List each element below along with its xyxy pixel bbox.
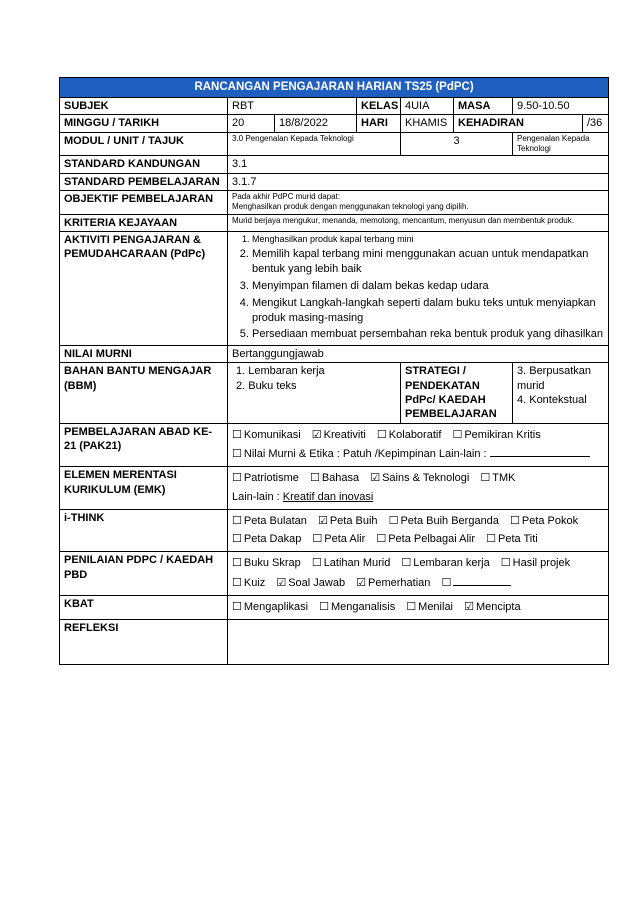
aktiviti-item: 3. Menyimpan filamen di dalam bekas kedap udara <box>252 279 604 294</box>
aktiviti-item: 1. Menghasilkan produk kapal terbang mini <box>252 233 604 245</box>
tajuk-value: Pengenalan Kepada Teknologi <box>513 132 609 156</box>
nilai-value: Bertanggungjawab <box>228 346 609 363</box>
pak21-option-kreativiti[interactable]: ☑ Kreativiti <box>311 427 366 441</box>
ithink-option[interactable]: ☐ Peta Alir <box>312 532 366 546</box>
checkbox-icon: ☐ <box>232 532 242 546</box>
pbd-option-other[interactable] <box>441 575 511 590</box>
strategi-label: STRATEGI / PENDEKATAN PdPc/ KAEDAH PEMBELAJARAN <box>401 363 513 423</box>
objektif-value <box>228 190 609 214</box>
tarikh-value: 18/8/2022 <box>275 115 357 132</box>
checkbox-icon: ☐ <box>486 532 496 546</box>
pbd-option[interactable]: ☑ Pemerhatian <box>356 575 431 589</box>
ithink-row <box>60 509 609 552</box>
emk-option-sains[interactable]: ☑ Sains & Teknologi <box>370 471 470 485</box>
objektif-line2: Menghasilkan produk dengan menggunakan teknologi yang dipilih. <box>232 202 469 212</box>
ithink-label: i-THINK <box>60 509 228 552</box>
kehadiran-value: /36 <box>583 115 609 132</box>
masa-value: 9.50-10.50 <box>513 97 609 114</box>
checkbox-icon: ☐ <box>401 556 412 570</box>
subjek-label: SUBJEK <box>60 97 228 114</box>
page-title: RANCANGAN PENGAJARAN HARIAN TS25 (PdPC) <box>60 78 609 98</box>
kbat-option-menganalisis[interactable]: ☐ Menganalisis <box>319 600 396 614</box>
checkbox-icon: ☐ <box>452 427 463 441</box>
pbd-value <box>228 552 609 596</box>
checkbox-checked-icon: ☑ <box>311 427 322 441</box>
strategi-value <box>513 363 609 423</box>
ithink-value <box>228 509 609 552</box>
bbm-value <box>228 363 401 423</box>
pak21-blank-line[interactable] <box>490 446 590 457</box>
aktiviti-label: AKTIVITI PENGAJARAN & PEMUDAHCARAAN (PdPc) <box>60 231 228 345</box>
ithink-option[interactable]: ☐ Peta Titi <box>486 532 538 546</box>
strategi-item: 3. Berpusatkan murid <box>517 365 591 392</box>
checkbox-icon: ☐ <box>311 556 322 570</box>
checkbox-icon: ☐ <box>232 575 242 589</box>
checkbox-icon: ☐ <box>509 513 520 527</box>
subjek-value: RBT <box>228 97 357 114</box>
minggu-value: 20 <box>228 115 275 132</box>
aktiviti-item: 4. Mengikut Langkah-langkah seperti dalam buku teks untuk menyiapkan produk masing-masing <box>252 296 604 326</box>
pbd-option[interactable]: ☐ Lembaran kerja <box>401 556 490 570</box>
checkbox-icon: ☐ <box>309 471 320 485</box>
bbm-item: 1. Lembaran kerja <box>236 365 325 378</box>
ithink-option[interactable]: ☐ Peta Buih Berganda <box>388 513 499 527</box>
kriteria-value: Murid berjaya mengukur, menanda, memotong, mencantum, menyusun dan membentuk produk. <box>228 214 609 231</box>
pak21-nilai-line[interactable]: ☐ Nilai Murni & Etika : Patuh /Kepimpinan Lain-lain : <box>232 446 604 461</box>
ithink-option[interactable]: ☑ Peta Buih <box>317 513 378 527</box>
sk-value: 3.1 <box>228 156 609 173</box>
pak21-option-komunikasi[interactable]: ☐ Komunikasi <box>232 427 301 441</box>
checkbox-icon: ☐ <box>441 575 452 589</box>
kbat-label: KBAT <box>60 596 228 620</box>
unit-value: 3 <box>401 132 513 156</box>
kelas-value: 4UIA <box>401 97 454 114</box>
kbat-option-mencipta[interactable]: ☑ Mencipta <box>464 600 521 614</box>
modul-label: MODUL / UNIT / TAJUK <box>60 132 228 156</box>
objektif-label: OBJEKTIF PEMBELAJARAN <box>60 190 228 214</box>
aktiviti-value <box>228 231 609 345</box>
refleksi-value[interactable] <box>228 620 609 665</box>
pbd-blank-line[interactable] <box>453 575 511 586</box>
checkbox-icon: ☐ <box>388 513 399 527</box>
objektif-line1: Pada akhir PdPC murid dapat: <box>232 191 341 201</box>
checkbox-icon: ☐ <box>232 556 242 570</box>
minggu-row <box>60 115 609 132</box>
modul-value: 3.0 Pengenalan Kepada Teknologi <box>228 132 401 156</box>
emk-option-bahasa[interactable]: ☐ Bahasa <box>309 471 360 485</box>
refleksi-label: REFLEKSI <box>60 620 228 665</box>
checkbox-icon: ☐ <box>480 471 491 485</box>
ithink-option[interactable]: ☐ Peta Pokok <box>509 513 579 527</box>
pbd-row <box>60 552 609 596</box>
pbd-option[interactable]: ☑ Soal Jawab <box>276 575 346 589</box>
pak21-label: PEMBELAJARAN ABAD KE-21 (PAK21) <box>60 423 228 467</box>
emk-lain-line: Lain-lain : Kreatif dan inovasi <box>232 490 374 503</box>
minggu-label: MINGGU / TARIKH <box>60 115 228 132</box>
checkbox-icon: ☐ <box>232 471 242 485</box>
bbm-item: 2. Buku teks <box>236 379 297 392</box>
pbd-option[interactable]: ☐ Latihan Murid <box>311 556 391 570</box>
ithink-option[interactable]: ☐ Peta Pelbagai Alir <box>376 532 476 546</box>
checkbox-icon: ☐ <box>232 446 242 460</box>
strategi-item: 4. Kontekstual <box>517 394 587 407</box>
kbat-option-menilai[interactable]: ☐ Menilai <box>406 600 454 614</box>
checkbox-checked-icon: ☑ <box>464 600 474 614</box>
aktiviti-item: 5. Persediaan membuat persembahan reka bentuk produk yang dihasilkan <box>252 327 604 342</box>
sk-label: STANDARD KANDUNGAN <box>60 156 228 173</box>
checkbox-checked-icon: ☑ <box>317 513 328 527</box>
sp-label: STANDARD PEMBELAJARAN <box>60 173 228 190</box>
bbm-label: BAHAN BANTU MENGAJAR (BBM) <box>60 363 228 423</box>
masa-label: MASA <box>454 97 513 114</box>
sp-value: 3.1.7 <box>228 173 609 190</box>
checkbox-icon: ☐ <box>312 532 323 546</box>
pbd-option[interactable]: ☐ Kuiz <box>232 575 266 589</box>
checkbox-checked-icon: ☑ <box>356 575 367 589</box>
ithink-option[interactable]: ☐ Peta Dakap <box>232 532 302 546</box>
subjek-row <box>60 97 609 114</box>
checkbox-icon: ☐ <box>232 513 242 527</box>
pak21-option-kolaboratif[interactable]: ☐ Kolaboratif <box>376 427 442 441</box>
kehadiran-label: KEHADIRAN <box>454 115 583 132</box>
aktiviti-list <box>232 233 604 342</box>
hari-value: KHAMIS <box>401 115 454 132</box>
pak21-option-pemikiran-kritis[interactable]: ☐ Pemikiran Kritis <box>452 427 541 441</box>
checkbox-checked-icon: ☑ <box>276 575 287 589</box>
nilai-label: NILAI MURNI <box>60 346 228 363</box>
pbd-option[interactable]: ☐ Hasil projek <box>500 556 571 570</box>
kriteria-label: KRITERIA KEJAYAAN <box>60 214 228 231</box>
checkbox-icon: ☐ <box>232 427 242 441</box>
checkbox-icon: ☐ <box>376 532 387 546</box>
checkbox-checked-icon: ☑ <box>370 471 381 485</box>
pbd-option[interactable]: ☐ Buku Skrap <box>232 556 301 570</box>
refleksi-row <box>60 620 609 665</box>
checkbox-icon: ☐ <box>232 600 242 614</box>
kbat-value <box>228 596 609 620</box>
modul-row <box>60 132 609 156</box>
emk-option-tmk[interactable]: ☐ TMK <box>480 471 516 485</box>
ithink-option[interactable]: ☐ Peta Bulatan <box>232 513 307 527</box>
kelas-label: KELAS <box>357 97 401 114</box>
checkbox-icon: ☐ <box>406 600 417 614</box>
emk-label: ELEMEN MERENTASI KURIKULUM (EMK) <box>60 467 228 510</box>
bbm-row <box>60 363 609 423</box>
emk-option-patriotisme[interactable]: ☐ Patriotisme <box>232 471 299 485</box>
hari-label: HARI <box>357 115 401 132</box>
kbat-row <box>60 596 609 620</box>
emk-row <box>60 467 609 510</box>
pak21-row <box>60 423 609 467</box>
kbat-option-mengaplikasi[interactable]: ☐ Mengaplikasi <box>232 600 309 614</box>
checkbox-icon: ☐ <box>500 556 511 570</box>
aktiviti-item: 2. Memilih kapal terbang mini menggunakan acuan untuk mendapatkan bentuk yang lebih baik <box>252 247 604 277</box>
checkbox-icon: ☐ <box>319 600 330 614</box>
pbd-label: PENILAIAN PDPC / KAEDAH PBD <box>60 552 228 596</box>
checkbox-icon: ☐ <box>376 427 387 441</box>
emk-value <box>228 467 609 510</box>
lesson-plan-table <box>59 77 609 665</box>
pak21-value <box>228 423 609 467</box>
